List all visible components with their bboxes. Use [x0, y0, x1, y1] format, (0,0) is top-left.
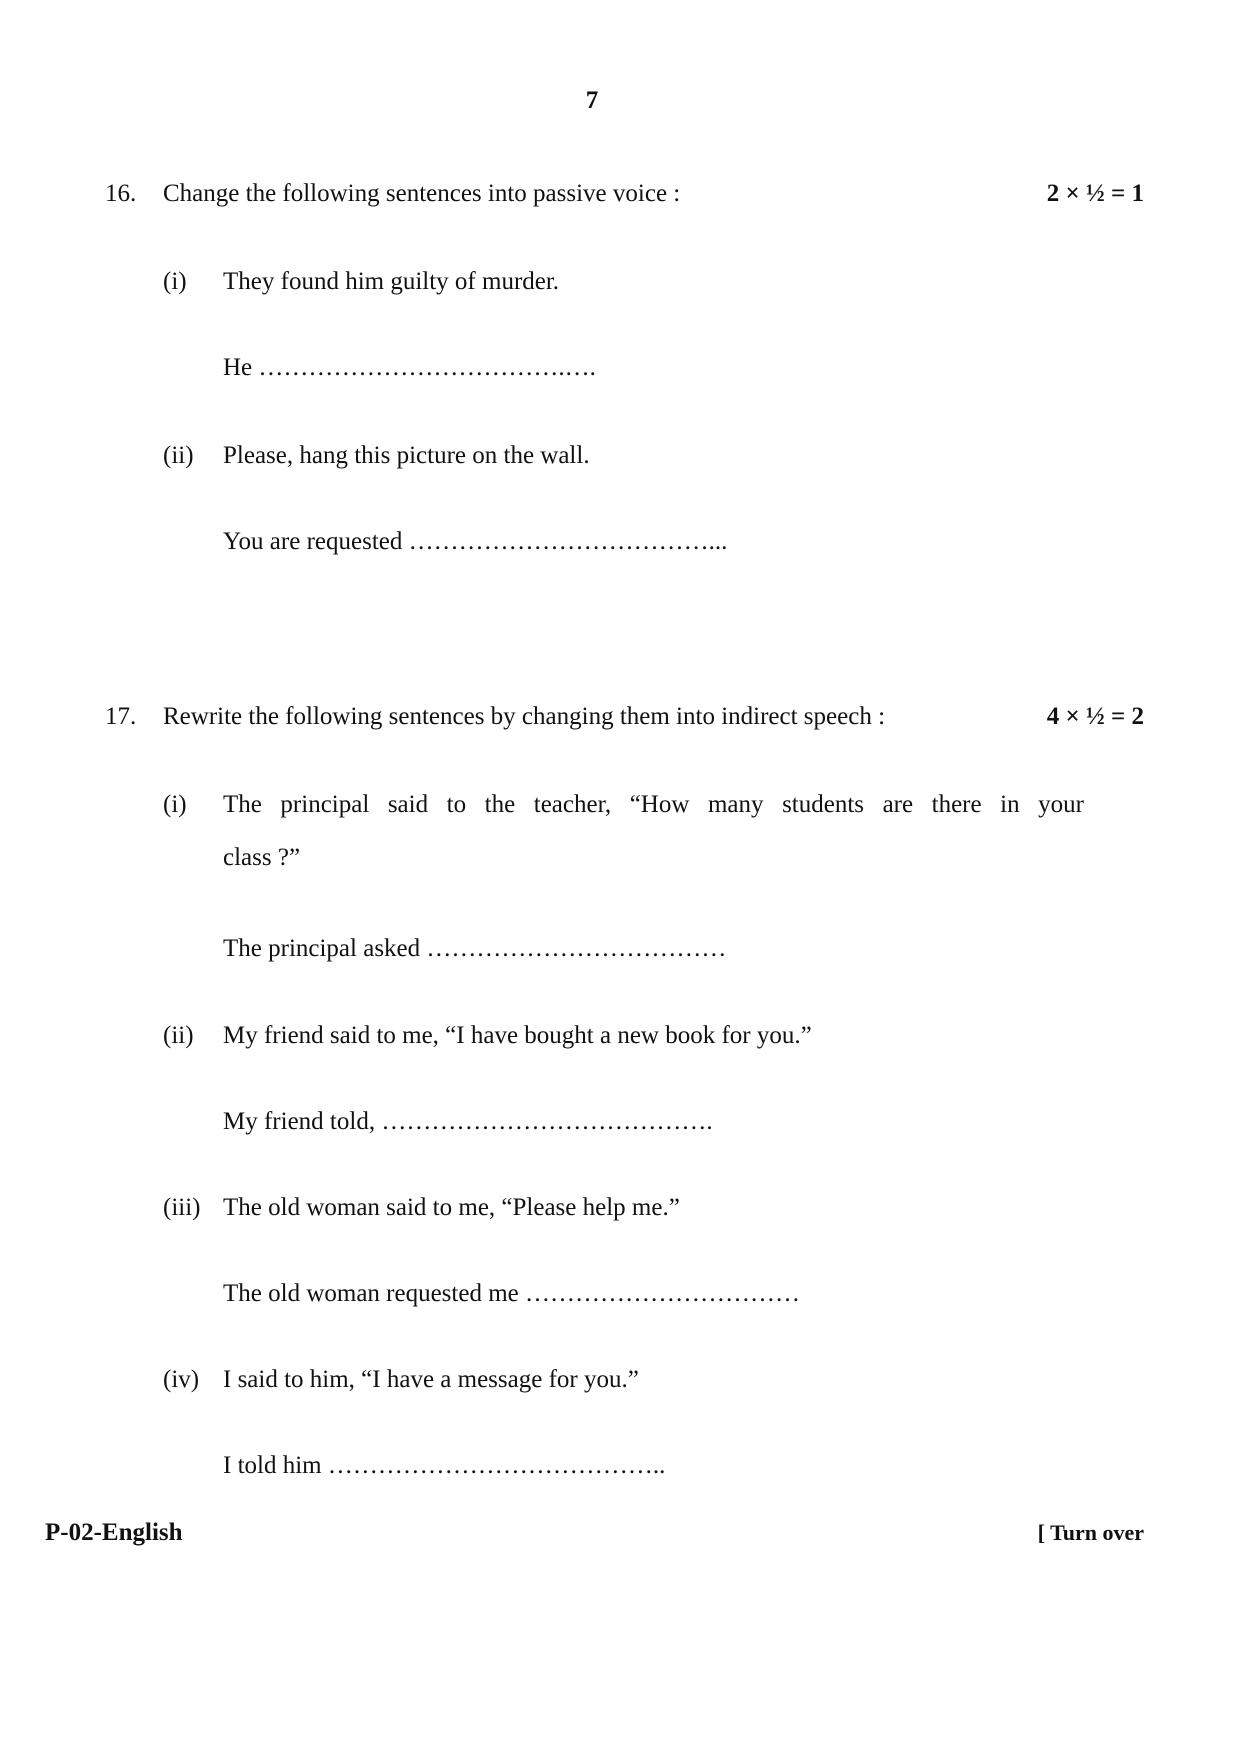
q17-item-3-label: (iii) [163, 1194, 201, 1221]
q17-item-1-sentence-line-1: The principal said to the teacher, “How many students are there in your [223, 791, 1084, 818]
q17-item-3-answer-line[interactable]: The old woman requested me …………………………… [223, 1280, 800, 1307]
q17-item-2-label: (ii) [163, 1022, 194, 1049]
q17-item-2-sentence: My friend said to me, “I have bought a new book for you.” [223, 1022, 812, 1049]
q17-item-1-label: (i) [163, 791, 187, 818]
q17-item-1-answer-line[interactable]: The principal asked ……………………………… [223, 935, 727, 962]
q17-item-3-sentence: The old woman said to me, “Please help me.” [223, 1194, 680, 1221]
question-17-number: 17. [105, 703, 137, 730]
q16-item-2-answer-line[interactable]: You are requested ………………………………... [223, 528, 728, 555]
question-16-number: 16. [105, 180, 137, 207]
question-17-marks: 4 × ½ = 2 [1046, 703, 1144, 730]
page-number: 7 [585, 87, 599, 114]
q16-item-2-label: (ii) [163, 442, 194, 469]
q17-item-4-sentence: I said to him, “I have a message for you.” [223, 1366, 639, 1393]
q17-item-4-answer-line[interactable]: I told him ………………………………….. [223, 1452, 666, 1479]
q16-item-1-answer-line[interactable]: He ……………………………….…. [223, 354, 596, 381]
q17-item-2-answer-line[interactable]: My friend told, …………………………………. [223, 1108, 713, 1135]
q17-item-1-sentence-line-2: class ?” [223, 844, 301, 871]
q16-item-1-label: (i) [163, 268, 187, 295]
paper-code: P-02-English [45, 1519, 183, 1546]
question-16-prompt: Change the following sentences into passive voice : [163, 180, 681, 207]
q16-item-2-sentence: Please, hang this picture on the wall. [223, 442, 590, 469]
q16-item-1-sentence: They found him guilty of murder. [223, 268, 560, 295]
question-16-marks: 2 × ½ = 1 [1046, 180, 1144, 207]
q17-item-4-label: (iv) [163, 1366, 200, 1393]
turn-over-note: [ Turn over [1037, 1520, 1144, 1545]
question-17-prompt: Rewrite the following sentences by changing them into indirect speech : [163, 703, 886, 730]
